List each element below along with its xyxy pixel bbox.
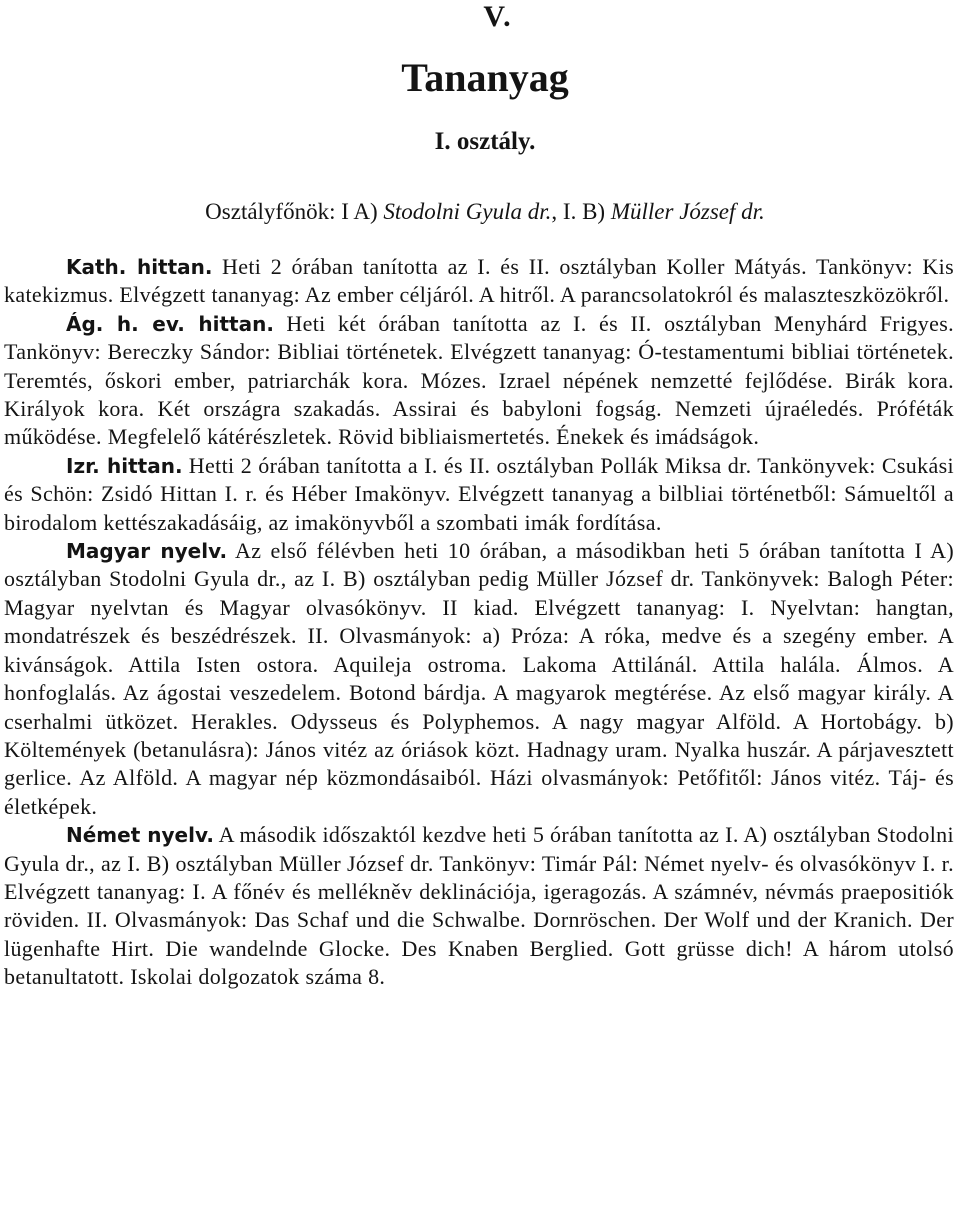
form-masters-prefix: Osztályfőnök: I A) [205,199,384,224]
class-heading: I. osztály. [434,128,536,155]
section-catholic-religion [4,253,954,310]
form-master-b: Müller József dr. [610,199,765,224]
form-masters-line [0,197,960,227]
section-text: Hetti 2 órában tanította a I. és II. osztályban Pollák Miksa dr. Tankönyvek: Csukási és Schön: Zsidó Hittan I. r. és Héber Imakönyv. Elvégzett tananyag a bilbliai történetből: Sámueltől a birodalom kettészakadásáig, az imakönyvből a szombati imák fordítása. [4,452,954,535]
subject-heading: Izr. hittan. [66,453,183,478]
chapter-numeral: V. [483,0,513,33]
form-master-a: Stodolni Gyula dr. [383,199,552,224]
section-text: A második időszaktól kezdve heti 5 órában tanította az I. A) osztályban Stodolni Gyula dr., az I. B) osztályban Müller József dr. Tankönyv: Timár Pál: Német nyelv- és olvasókönyv I. r. Elvégzett tananyag: I. A főnév és mellékněv deklinációja, igeragozás. A számnév, névmás praepositiók röviden. II. Olvasmányok: Das Schaf und die Schwalbe. Dornröschen. Der Wolf und der Kranich. Der lügenhafte Hirt. Die wandelnde Glocke. Des Knaben Berglied. Gott grüsse dich! A három utolsó betanultatott. Iskolai dolgozatok száma 8. [4,822,954,990]
page-title: Tananyag [401,55,569,100]
section-german-language [4,821,954,991]
form-masters-middle: , I. B) [551,199,611,224]
subject-heading: Kath. hittan. [66,255,213,279]
curriculum-body [4,253,954,992]
section-hungarian-language [4,537,954,821]
section-text: Heti 2 órában tanította az I. és II. osztályban Koller Mátyás. Tankönyv: Kis katekizmus. Elvégzett tananyag: Az ember céljáról. A hitről. A parancsolatokról és malaszteszközökről. [4,254,954,308]
section-text: Heti két órában tanította az I. és II. osztályban Menyhárd Frigyes. Tankönyv: Bereczky Sándor: Bibliai történetek. Elvégzett tananyag: Ó-testamentumi bibliai történetek. Teremtés, őskori ember, patriarchák kora. Mózes. Izrael népének nemzetté fejlődése. Birák kora. Királyok kora. Két országra szakadás. Assirai és babyloni fogság. Nemzeti újraéledés. Próféták működése. Megfelelő kátérészletek. Rövid bibliaismertetés. Énekek és imádságok. [4,310,954,450]
subject-heading: Ág. h. ev. hittan. [66,311,274,336]
section-jewish-religion [4,452,954,537]
section-evangelical-religion [4,310,954,452]
subject-heading: Német nyelv. [66,823,214,848]
subject-heading: Magyar nyelv. [66,539,228,564]
section-text: Az első félévben heti 10 órában, a másodikban heti 5 órában tanította I A) osztályban Stodolni Gyula dr., az I. B) osztályban pedig Müller József dr. Tankönyvek: Balogh Péter: Magyar nyelvtan és Magyar olvasókönyv. II kiad. Elvégzett tananyag: I. Nyelvtan: hangtan, mondatrészek és beszédrészek. II. Olvasmányok: a) Próza: A róka, medve és a szegény ember. A kivánságok. Attila Isten ostora. Aquileja ostroma. Lakoma Attilánál. Attila halála. Álmos. A honfoglalás. Az ágostai veszedelem. Botond bárdja. A magyarok megtérése. Az első magyar király. A cserhalmi ütközet. Herakles. Odysseus és Polyphemos. A nagy magyar Alföld. A Hortobágy. b) Költemények (betanulásra): János vitéz az óriások közt. Hadnagy uram. Nyalka huszár. A párjavesztett gerlice. Az Alföld. A magyar nép közmondásaiból. Házi olvasmányok: Petőfitől: János vitéz. Táj- és életképek. [4,538,954,819]
